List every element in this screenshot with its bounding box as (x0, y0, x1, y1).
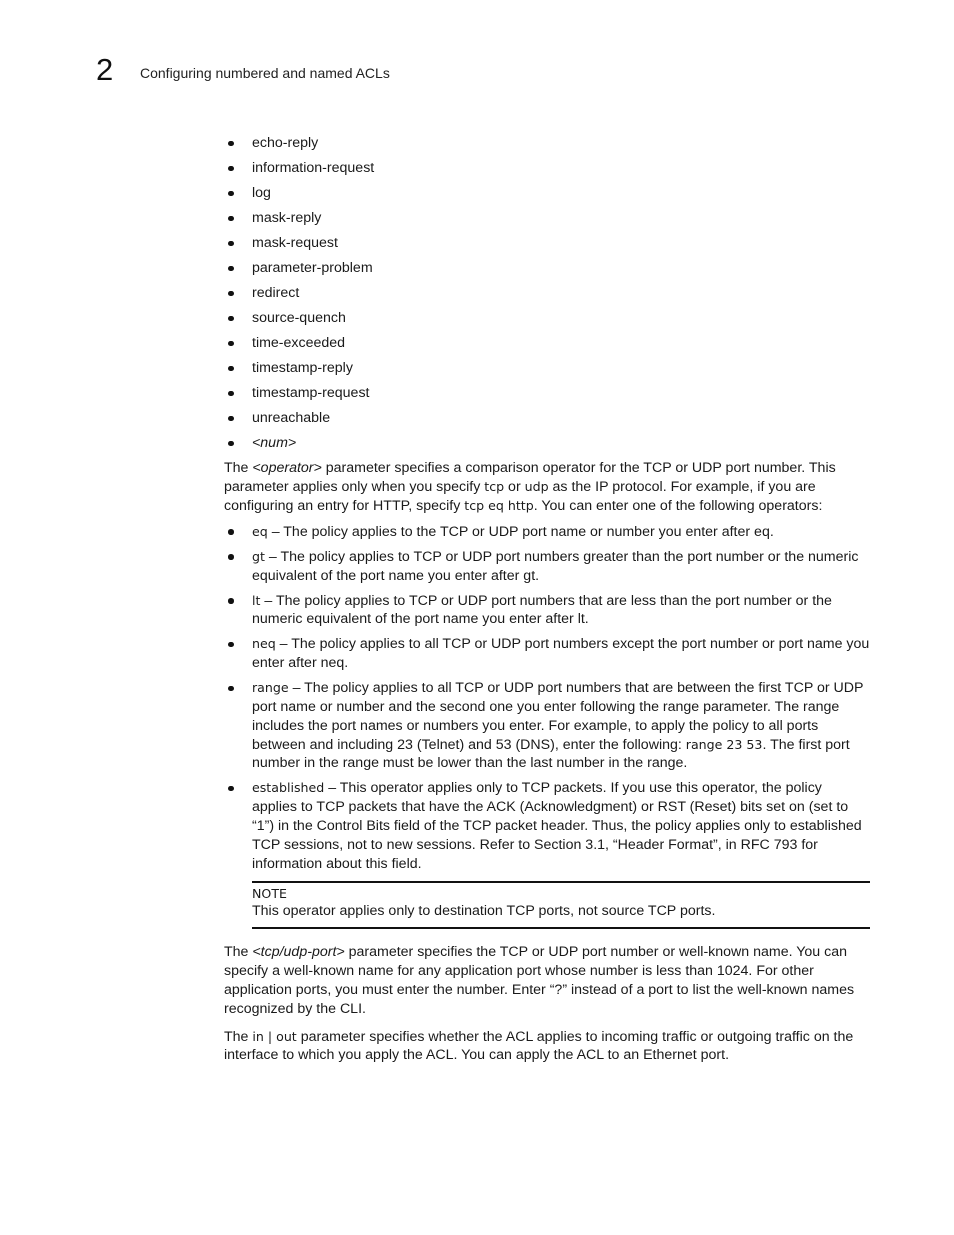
operator-item-eq (224, 523, 870, 542)
operator-item-established (224, 779, 870, 873)
operator-description: – The policy applies to all TCP or UDP port numbers except the port number or port name you enter after neq. (252, 636, 870, 672)
operator-paragraph (224, 459, 870, 515)
operator-keyword: gt (252, 548, 265, 564)
operator-description: – The policy applies to all TCP or UDP port numbers that are between the first TCP or UDP port name or number and the second one you enter following the range parameter. The range includes the port names or numbers you enter. For example, to apply the policy to all ports between and including 23 (Telnet) and 53 (DNS), enter the following: (252, 680, 864, 753)
range-example: range 23 53 (685, 736, 763, 752)
list-item: log (224, 184, 870, 209)
operator-keyword: neq (252, 636, 276, 652)
operator-list (224, 523, 870, 873)
text-span: The (224, 944, 253, 961)
list-item: timestamp-reply (224, 359, 870, 384)
note-heading: NOTE (252, 886, 287, 902)
chapter-number: 2 (96, 52, 114, 87)
keyword-example: tcp eq http (464, 497, 534, 513)
operator-description: – The policy applies to TCP or UDP port numbers greater than the port number or the numeric equivalent of the port name you enter after gt. (252, 548, 859, 584)
keyword-udp: udp (524, 478, 549, 494)
list-item: source-quench (224, 309, 870, 334)
operator-keyword: established (252, 780, 325, 796)
text-span: or (504, 478, 525, 495)
port-param: <tcp/udp-port> (252, 944, 345, 961)
text-span: parameter specifies a comparison operator for the TCP or UDP port number. This parameter applies only when you specify (224, 460, 836, 495)
keyword-tcp: tcp (484, 478, 505, 494)
text-span: . You can enter one of the following operators: (533, 497, 823, 514)
inout-keyword: in | out (252, 1028, 297, 1044)
message-type-list (224, 134, 870, 459)
operator-keyword: lt (252, 592, 261, 608)
operator-description: – The policy applies to the TCP or UDP port name or number you enter after eq. (267, 523, 774, 540)
list-item: echo-reply (224, 134, 870, 159)
note-text: This operator applies only to destination TCP ports, not source TCP ports. (252, 903, 716, 920)
list-item: time-exceeded (224, 334, 870, 359)
list-item: mask-request (224, 234, 870, 259)
operator-param: <operator> (252, 460, 322, 476)
operator-item-neq (224, 635, 870, 673)
text-span: The (224, 1028, 253, 1045)
text-span: parameter specifies the TCP or UDP port number or well-known name. You can specify a well-known name for any application port whose number is less than 1024. For other application ports, you must enter the number. Enter “?” instead of a port to list the well-known names recognized by the CLI. (224, 944, 855, 1017)
operator-description: – The policy applies to TCP or UDP port numbers that are less than the port number or the numeric equivalent of the port name you enter after lt. (252, 592, 832, 628)
note-box (252, 881, 870, 929)
chapter-title: Configuring numbered and named ACLs (140, 65, 390, 81)
inout-paragraph (224, 1028, 870, 1066)
text-span: The (224, 460, 253, 476)
list-item: parameter-problem (224, 259, 870, 284)
list-item: unreachable (224, 409, 870, 434)
operator-keyword: range (252, 680, 289, 696)
list-item-num (224, 434, 870, 459)
list-item: mask-reply (224, 209, 870, 234)
text-span: parameter specifies whether the ACL applies to incoming traffic or outgoing traffic on the interface to which you apply the ACL. You can apply the ACL to an Ethernet port. (224, 1028, 854, 1064)
num-param: <num> (252, 435, 297, 451)
main-content (224, 134, 870, 1065)
operator-item-range (224, 679, 870, 773)
operator-description-cont: . The first port number in the range must be lower than the last number in the range. (252, 736, 850, 772)
list-item: redirect (224, 284, 870, 309)
list-item: timestamp-request (224, 384, 870, 409)
operator-item-lt (224, 592, 870, 630)
operator-item-gt (224, 548, 870, 586)
operator-description: – This operator applies only to TCP packets. If you use this operator, the policy applies to TCP packets that have the ACK (Acknowledgment) or RST (Reset) bits set on (set to “1”) in the Control Bits field of the TCP packet header. Thus, the policy applies only to established TCP sessions, not to new sessions. Refer to Section 3.1, “Header Format”, in RFC 793 for information about this field. (252, 780, 862, 872)
list-item: information-request (224, 159, 870, 184)
operator-keyword: eq (252, 523, 268, 539)
text-span: as the IP protocol. For example, if you are configuring an entry for HTTP, specify (224, 478, 816, 514)
port-paragraph (224, 943, 870, 1018)
